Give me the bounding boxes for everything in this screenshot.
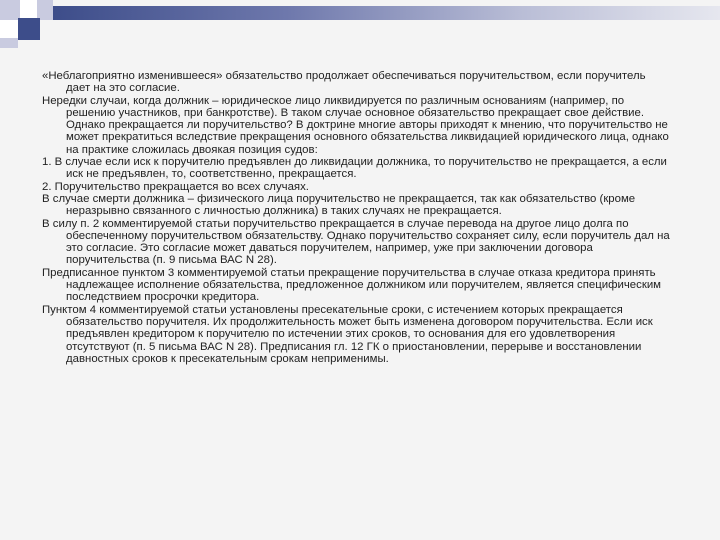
header-decoration-square bbox=[0, 0, 20, 20]
header-decoration-square bbox=[37, 0, 53, 20]
header-decoration-square bbox=[0, 38, 18, 48]
paragraph: Пунктом 4 комментируемой статьи установлены пресекательные сроки, с истечением которых прекращается обязательство поручителя. Их продолжительность может быть изменена договором поручительства. Если иск предъявлен кредитором к поручителю по истечении этих сроков, то основания для его удовлетворения отсутствуют (п. 5 письма ВАС N 28). Предписания гл. 12 ГК о приостановлении, перерыве и восстановлении давностных сроков к пресекательным срокам неприменимы. bbox=[42, 303, 653, 365]
paragraph: В силу п. 2 комментируемой статьи поручительство прекращается в случае перевода на другое лицо долга по обеспеченному поручительством обязательству. Однако поручительство сохраняет силу, если поручитель дал на это согласие. Это согласие может даваться поручителем, например, уже при заключении договора поручительства (п. 9 письма ВАС N 28). bbox=[42, 217, 670, 267]
header-decoration-square bbox=[0, 20, 18, 38]
paragraph: 1. В случае если иск к поручителю предъявлен до ликвидации должника, то поручительство не прекращается, а если иск не предъявлен, то, соответственно, прекращается. bbox=[42, 156, 667, 181]
paragraph: Предписанное пунктом 3 комментируемой статьи прекращение поручительства в случае отказа кредитора принять надлежащее исполнение обязательства, предложенное должником или поручителем, является специфическим последствием просрочки кредитора. bbox=[42, 266, 662, 304]
paragraph: 2. Поручительство прекращается во всех случаях. bbox=[42, 180, 309, 193]
paragraph: Нередки случаи, когда должник – юридическое лицо ликвидируется по различным основаниям (например, по решению участников, при банкротстве). В таком случае основное обязательство прекращает свое действие. Однако прекращается ли поручительство? В доктрине многие авторы приходят к мнению, что поручительство не может прекратиться вследствие прекращения основного обязательства ликвидацией юридического лица, однако на практике сложилась двоякая позиция судов: bbox=[42, 94, 669, 156]
slide-body-text bbox=[42, 70, 672, 365]
paragraph: «Неблагоприятно изменившееся» обязательство продолжает обеспечиваться поручительством, если поручитель дает на это согласие. bbox=[42, 70, 646, 95]
paragraph: В случае смерти должника – физического лица поручительство не прекращается, так как обязательство (кроме неразрывно связанного с личностью должника) в таких случаях не прекращается. bbox=[42, 192, 636, 218]
header-gradient-bar bbox=[53, 6, 720, 20]
header-decoration-square bbox=[18, 18, 40, 40]
header-decoration-square bbox=[20, 0, 37, 20]
